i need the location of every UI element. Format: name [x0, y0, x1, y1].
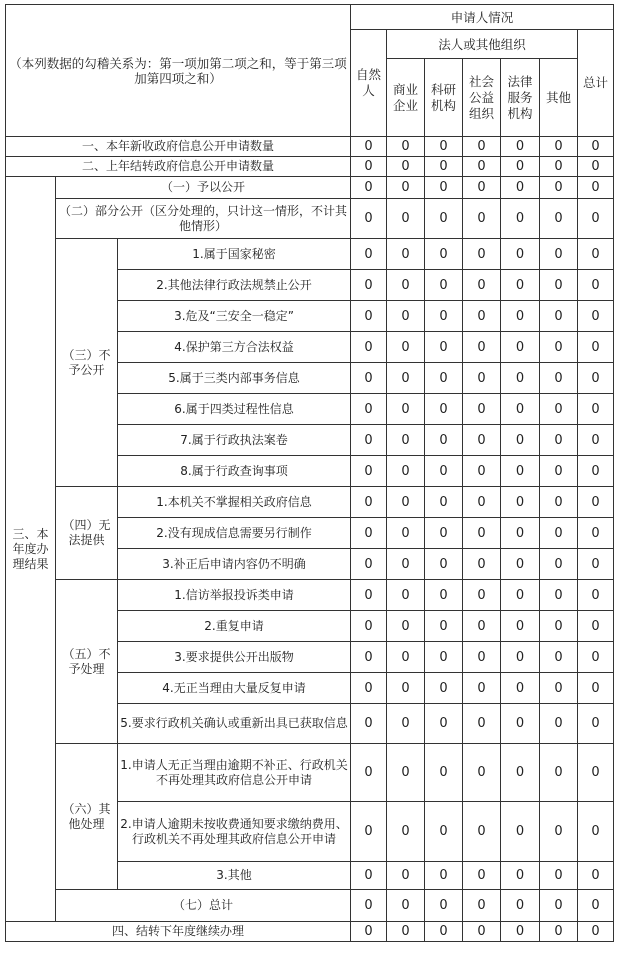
- item-label: 6.属于四类过程性信息: [118, 394, 351, 425]
- legal-group-header: 法人或其他组织: [387, 30, 578, 59]
- value-cell: 0: [501, 642, 540, 673]
- value-cell: 0: [425, 673, 463, 704]
- value-cell: 0: [387, 301, 425, 332]
- value-cell: 0: [540, 890, 578, 922]
- value-cell: 0: [501, 456, 540, 487]
- value-cell: 0: [501, 890, 540, 922]
- value-cell: 0: [578, 580, 614, 611]
- item-label: 7.属于行政执法案卷: [118, 425, 351, 456]
- value-cell: 0: [387, 802, 425, 862]
- value-cell: 0: [425, 862, 463, 890]
- value-cell: 0: [351, 239, 387, 270]
- table-row: [6, 580, 614, 611]
- value-cell: 0: [351, 673, 387, 704]
- other-header: 其他: [540, 59, 578, 137]
- value-cell: 0: [351, 157, 387, 177]
- value-cell: 0: [425, 157, 463, 177]
- value-cell: 0: [501, 922, 540, 942]
- item-label: 3.其他: [118, 862, 351, 890]
- value-cell: 0: [540, 177, 578, 199]
- value-cell: 0: [387, 704, 425, 744]
- value-cell: 0: [463, 177, 501, 199]
- row-label: 一、本年新收政府信息公开申请数量: [6, 137, 351, 157]
- value-cell: 0: [425, 425, 463, 456]
- value-cell: 0: [501, 270, 540, 301]
- value-cell: 0: [578, 363, 614, 394]
- value-cell: 0: [425, 487, 463, 518]
- value-cell: 0: [351, 549, 387, 580]
- value-cell: 0: [351, 456, 387, 487]
- value-cell: 0: [387, 177, 425, 199]
- value-cell: 0: [463, 802, 501, 862]
- item-label: 4.无正当理由大量反复申请: [118, 673, 351, 704]
- applicant-header: 申请人情况: [351, 5, 614, 30]
- value-cell: 0: [540, 394, 578, 425]
- value-cell: 0: [463, 704, 501, 744]
- value-cell: 0: [578, 394, 614, 425]
- value-cell: 0: [578, 704, 614, 744]
- value-cell: 0: [540, 549, 578, 580]
- table-row: [6, 890, 614, 922]
- value-cell: 0: [351, 270, 387, 301]
- value-cell: 0: [501, 862, 540, 890]
- value-cell: 0: [351, 642, 387, 673]
- value-cell: 0: [463, 199, 501, 239]
- value-cell: 0: [578, 425, 614, 456]
- value-cell: 0: [540, 363, 578, 394]
- value-cell: 0: [425, 177, 463, 199]
- value-cell: 0: [540, 332, 578, 363]
- value-cell: 0: [578, 922, 614, 942]
- value-cell: 0: [501, 611, 540, 642]
- value-cell: 0: [501, 802, 540, 862]
- value-cell: 0: [501, 704, 540, 744]
- value-cell: 0: [578, 642, 614, 673]
- value-cell: 0: [578, 744, 614, 802]
- value-cell: 0: [501, 157, 540, 177]
- table-row: [6, 177, 614, 199]
- value-cell: 0: [463, 518, 501, 549]
- value-cell: 0: [463, 673, 501, 704]
- value-cell: 0: [387, 642, 425, 673]
- value-cell: 0: [540, 301, 578, 332]
- value-cell: 0: [501, 177, 540, 199]
- value-cell: 0: [351, 611, 387, 642]
- value-cell: 0: [540, 642, 578, 673]
- value-cell: 0: [351, 704, 387, 744]
- item-label: 2.没有现成信息需要另行制作: [118, 518, 351, 549]
- legal-service-header: 法律服务机构: [501, 59, 540, 137]
- value-cell: 0: [387, 363, 425, 394]
- value-cell: 0: [425, 549, 463, 580]
- group-label: （五）不予处理: [56, 580, 118, 744]
- value-cell: 0: [501, 487, 540, 518]
- item-label: 2.重复申请: [118, 611, 351, 642]
- value-cell: 0: [578, 137, 614, 157]
- total-header: 总计: [578, 30, 614, 137]
- value-cell: 0: [387, 487, 425, 518]
- value-cell: 0: [501, 744, 540, 802]
- item-label: 3.危及“三安全一稳定”: [118, 301, 351, 332]
- value-cell: 0: [387, 611, 425, 642]
- value-cell: 0: [540, 704, 578, 744]
- value-cell: 0: [501, 673, 540, 704]
- value-cell: 0: [578, 270, 614, 301]
- value-cell: 0: [387, 239, 425, 270]
- value-cell: 0: [463, 922, 501, 942]
- value-cell: 0: [387, 518, 425, 549]
- item-label: 1.申请人无正当理由逾期不补正、行政机关不再处理其政府信息公开申请: [118, 744, 351, 802]
- table-row: [6, 922, 614, 942]
- value-cell: 0: [501, 518, 540, 549]
- value-cell: 0: [463, 456, 501, 487]
- value-cell: 0: [501, 199, 540, 239]
- group-label: （三）不予公开: [56, 239, 118, 487]
- value-cell: 0: [540, 802, 578, 862]
- value-cell: 0: [425, 363, 463, 394]
- value-cell: 0: [463, 332, 501, 363]
- value-cell: 0: [578, 157, 614, 177]
- research-header: 科研机构: [425, 59, 463, 137]
- value-cell: 0: [540, 487, 578, 518]
- value-cell: 0: [351, 862, 387, 890]
- value-cell: 0: [351, 802, 387, 862]
- commercial-header: 商业企业: [387, 59, 425, 137]
- value-cell: 0: [351, 518, 387, 549]
- value-cell: 0: [463, 137, 501, 157]
- item-label: 1.属于国家秘密: [118, 239, 351, 270]
- row-label: （二）部分公开（区分处理的，只计这一情形，不计其他情形）: [56, 199, 351, 239]
- value-cell: 0: [387, 332, 425, 363]
- value-cell: 0: [578, 456, 614, 487]
- value-cell: 0: [578, 177, 614, 199]
- value-cell: 0: [351, 177, 387, 199]
- value-cell: 0: [540, 456, 578, 487]
- item-label: 4.保护第三方合法权益: [118, 332, 351, 363]
- value-cell: 0: [578, 549, 614, 580]
- table-note: （本列数据的勾稽关系为：第一项加第二项之和，等于第三项加第四项之和）: [6, 5, 351, 137]
- value-cell: 0: [463, 580, 501, 611]
- value-cell: 0: [501, 332, 540, 363]
- item-label: 5.属于三类内部事务信息: [118, 363, 351, 394]
- value-cell: 0: [578, 239, 614, 270]
- value-cell: 0: [425, 744, 463, 802]
- value-cell: 0: [540, 922, 578, 942]
- value-cell: 0: [351, 137, 387, 157]
- table-row: [6, 199, 614, 239]
- value-cell: 0: [425, 922, 463, 942]
- value-cell: 0: [351, 199, 387, 239]
- value-cell: 0: [387, 890, 425, 922]
- value-cell: 0: [463, 862, 501, 890]
- value-cell: 0: [463, 611, 501, 642]
- group-label: （六）其他处理: [56, 744, 118, 890]
- value-cell: 0: [425, 890, 463, 922]
- value-cell: 0: [540, 518, 578, 549]
- value-cell: 0: [351, 301, 387, 332]
- value-cell: 0: [351, 922, 387, 942]
- value-cell: 0: [387, 744, 425, 802]
- value-cell: 0: [351, 890, 387, 922]
- item-label: 1.信访举报投诉类申请: [118, 580, 351, 611]
- value-cell: 0: [540, 137, 578, 157]
- value-cell: 0: [540, 744, 578, 802]
- value-cell: 0: [351, 363, 387, 394]
- value-cell: 0: [351, 744, 387, 802]
- item-label: 8.属于行政查询事项: [118, 456, 351, 487]
- value-cell: 0: [463, 363, 501, 394]
- section-three-label: 三、本年度办理结果: [6, 177, 56, 922]
- value-cell: 0: [463, 394, 501, 425]
- value-cell: 0: [387, 425, 425, 456]
- item-label: 5.要求行政机关确认或重新出具已获取信息: [118, 704, 351, 744]
- group-label: （四）无法提供: [56, 487, 118, 580]
- value-cell: 0: [425, 580, 463, 611]
- value-cell: 0: [501, 580, 540, 611]
- value-cell: 0: [425, 642, 463, 673]
- value-cell: 0: [425, 332, 463, 363]
- value-cell: 0: [578, 518, 614, 549]
- value-cell: 0: [501, 301, 540, 332]
- table-row: [6, 239, 614, 270]
- value-cell: 0: [425, 199, 463, 239]
- row-label: （七）总计: [56, 890, 351, 922]
- value-cell: 0: [540, 199, 578, 239]
- row-label: （一）予以公开: [56, 177, 351, 199]
- value-cell: 0: [351, 425, 387, 456]
- value-cell: 0: [425, 611, 463, 642]
- value-cell: 0: [578, 862, 614, 890]
- value-cell: 0: [351, 487, 387, 518]
- value-cell: 0: [501, 425, 540, 456]
- table-row: [6, 744, 614, 802]
- value-cell: 0: [387, 922, 425, 942]
- value-cell: 0: [578, 802, 614, 862]
- value-cell: 0: [463, 744, 501, 802]
- value-cell: 0: [578, 673, 614, 704]
- value-cell: 0: [578, 487, 614, 518]
- statistics-table: [5, 4, 614, 942]
- value-cell: 0: [387, 673, 425, 704]
- value-cell: 0: [463, 890, 501, 922]
- value-cell: 0: [578, 611, 614, 642]
- table-row: [6, 137, 614, 157]
- value-cell: 0: [578, 199, 614, 239]
- value-cell: 0: [501, 239, 540, 270]
- value-cell: 0: [387, 549, 425, 580]
- social-header: 社会公益组织: [463, 59, 501, 137]
- value-cell: 0: [540, 580, 578, 611]
- value-cell: 0: [540, 270, 578, 301]
- value-cell: 0: [425, 518, 463, 549]
- value-cell: 0: [463, 425, 501, 456]
- value-cell: 0: [578, 301, 614, 332]
- value-cell: 0: [540, 157, 578, 177]
- value-cell: 0: [540, 673, 578, 704]
- value-cell: 0: [387, 580, 425, 611]
- value-cell: 0: [578, 332, 614, 363]
- value-cell: 0: [351, 332, 387, 363]
- value-cell: 0: [351, 394, 387, 425]
- value-cell: 0: [425, 456, 463, 487]
- value-cell: 0: [387, 270, 425, 301]
- value-cell: 0: [463, 239, 501, 270]
- value-cell: 0: [463, 642, 501, 673]
- item-label: 3.补正后申请内容仍不明确: [118, 549, 351, 580]
- value-cell: 0: [425, 239, 463, 270]
- value-cell: 0: [351, 580, 387, 611]
- value-cell: 0: [578, 890, 614, 922]
- value-cell: 0: [387, 137, 425, 157]
- value-cell: 0: [501, 549, 540, 580]
- row-label: 四、结转下年度继续办理: [6, 922, 351, 942]
- value-cell: 0: [501, 363, 540, 394]
- item-label: 2.申请人逾期未按收费通知要求缴纳费用、行政机关不再处理其政府信息公开申请: [118, 802, 351, 862]
- value-cell: 0: [425, 802, 463, 862]
- natural-person-header: 自然人: [351, 30, 387, 137]
- value-cell: 0: [387, 862, 425, 890]
- value-cell: 0: [387, 157, 425, 177]
- item-label: 1.本机关不掌握相关政府信息: [118, 487, 351, 518]
- row-label: 二、上年结转政府信息公开申请数量: [6, 157, 351, 177]
- table-row: [6, 487, 614, 518]
- value-cell: 0: [463, 549, 501, 580]
- table-row: [6, 157, 614, 177]
- value-cell: 0: [463, 301, 501, 332]
- value-cell: 0: [501, 394, 540, 425]
- value-cell: 0: [540, 862, 578, 890]
- value-cell: 0: [387, 456, 425, 487]
- value-cell: 0: [425, 270, 463, 301]
- value-cell: 0: [425, 301, 463, 332]
- item-label: 2.其他法律行政法规禁止公开: [118, 270, 351, 301]
- item-label: 3.要求提供公开出版物: [118, 642, 351, 673]
- value-cell: 0: [387, 199, 425, 239]
- value-cell: 0: [540, 239, 578, 270]
- value-cell: 0: [463, 487, 501, 518]
- value-cell: 0: [425, 704, 463, 744]
- value-cell: 0: [540, 425, 578, 456]
- value-cell: 0: [463, 157, 501, 177]
- value-cell: 0: [425, 137, 463, 157]
- value-cell: 0: [425, 394, 463, 425]
- value-cell: 0: [501, 137, 540, 157]
- value-cell: 0: [540, 611, 578, 642]
- value-cell: 0: [463, 270, 501, 301]
- value-cell: 0: [387, 394, 425, 425]
